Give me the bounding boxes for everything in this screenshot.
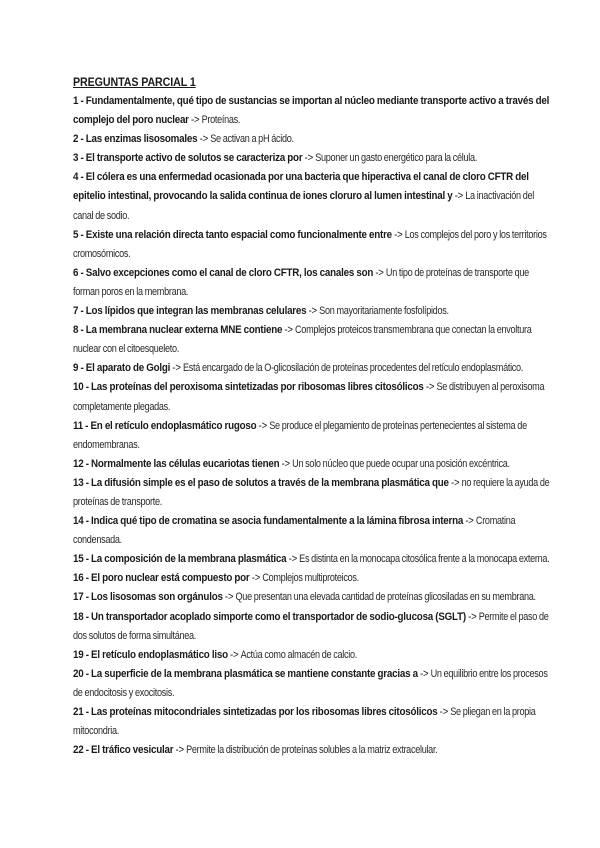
question-text: 5 - Existe una relación directa tanto espacial como funcionalmente entre [73,228,392,241]
question-item-6 [73,264,555,302]
question-item-1 [73,92,555,130]
question-item-19 [73,646,555,665]
answer-text: Se distribuyen al peroxisoma completamente plegadas. [73,381,545,413]
arrow: -> [417,667,431,680]
question-text: 12 - Normalmente las células eucariotas tienen [73,457,280,470]
question-item-4 [73,168,555,225]
question-item-13 [73,474,555,512]
arrow: -> [249,572,263,585]
question-item-15 [73,550,555,569]
question-text: 14 - Indica qué tipo de cromatina se asocia fundamentalmente a la lámina fibrosa interna [73,515,464,528]
question-item-21 [73,703,555,741]
question-item-3 [73,149,555,168]
answer-text: Complejos multiproteicos. [262,572,359,585]
question-text: 1 - Fundamentalmente, qué tipo de sustancias se importan al núcleo mediante transporte activo a través del complejo del poro nuclear [73,95,550,127]
answer-text: no requiere la ayuda de proteínas de transporte. [73,476,550,508]
answer-text: Permite la distribución de proteínas solubles a la matriz extracelular. [186,744,438,757]
arrow: -> [465,610,479,623]
arrow: -> [222,591,236,604]
question-item-12 [73,455,555,474]
question-text: 17 - Los lisosomas son orgánulos [73,591,223,604]
answer-text: Permite el paso de dos solutos de forma simultánea. [73,610,549,642]
arrow: -> [282,324,296,337]
answer-text: Un solo núcleo que puede ocupar una posición excéntrica. [292,457,510,470]
arrow: -> [448,476,462,489]
question-item-9 [73,359,555,378]
answer-text: Complejos proteicos transmembrana que conectan la envoltura nuclear con el citoesqueleto. [73,324,532,356]
question-item-2 [73,130,555,149]
question-text: 2 - Las enzimas lisosomales [73,133,198,146]
arrow: -> [391,228,405,241]
question-text: 20 - La superficie de la membrana plasmática se mantiene constante gracias a [73,667,418,680]
answer-text: Suponer un gasto energético para la célula. [315,152,478,165]
document-title: PREGUNTAS PARCIAL 1 [73,75,196,89]
question-text: 18 - Un transportador acoplado simporte como el transportador de sodio-glucosa (SGLT) [73,610,466,623]
question-item-18 [73,608,555,646]
question-text: 4 - El cólera es una enfermedad ocasionada por una bacteria que hiperactiva el canal de cloro CFTR del epitelio intestinal, provocando la salida continua de iones cloruro al lumen intestinal y [73,171,529,203]
question-list [73,92,555,760]
arrow: -> [197,133,211,146]
question-item-17 [73,588,555,607]
answer-text: Que presentan una elevada cantidad de proteínas glicosiladas en su membrana. [235,591,536,604]
arrow: -> [256,419,270,432]
question-item-7 [73,302,555,321]
question-item-14 [73,512,555,550]
document-page [73,73,555,760]
answer-text: Un tipo de proteínas de transporte que forman poros en la membrana. [73,266,529,298]
arrow: -> [170,362,183,375]
arrow: -> [286,553,300,566]
arrow: -> [188,114,202,127]
question-item-11 [73,417,555,455]
question-text: 11 - En el retículo endoplasmático rugoso [73,419,257,432]
arrow: -> [423,381,437,394]
arrow: -> [279,457,293,470]
arrow: -> [173,744,187,757]
arrow: -> [302,152,316,165]
question-item-20 [73,665,555,703]
question-text: 21 - Las proteínas mitocondriales sintetizadas por los ribosomas libres citosólicos [73,706,438,718]
arrow: -> [373,266,386,279]
answer-text: Proteínas. [201,114,241,127]
answer-text: Cromatina condensada. [73,515,516,547]
question-item-16 [73,569,555,588]
answer-text: Se pliegan en la propia mitocondria. [73,706,536,738]
answer-text: Está encargado de la O-glicosilación de proteínas procedentes del retículo endoplasmático. [182,362,524,375]
question-item-22 [73,741,555,760]
question-text: 8 - La membrana nuclear externa MNE contiene [73,324,283,337]
question-text: 13 - La difusión simple es el paso de solutos a través de la membrana plasmática que [73,476,449,489]
answer-text: Un equilibrio entre los procesos de endocitosis y exocitosis. [73,667,548,699]
question-item-10 [73,378,555,416]
answer-text: Es distinta en la monocapa citosólica frente a la monocapa externa. [299,553,550,566]
question-text: 19 - El retículo endoplasmático liso [73,648,228,661]
answer-text: Se activan a pH ácido. [210,133,294,146]
arrow: -> [306,305,320,318]
question-text: 16 - El poro nuclear está compuesto por [73,572,250,585]
question-item-5 [73,226,555,264]
answer-text: Los complejos del poro y los territorios cromosómicos. [73,228,547,260]
answer-text: Son mayoritariamente fosfolípidos. [319,305,449,318]
question-text: 10 - Las proteínas del peroxisoma sintetizadas por ribosomas libres citosólicos [73,381,424,394]
arrow: -> [227,648,241,661]
question-text: 22 - El tráfico vesicular [73,744,174,757]
arrow: -> [463,515,476,528]
question-text: 7 - Los lípidos que integran las membranas celulares [73,305,307,318]
answer-text: Se produce el plegamiento de proteínas pertenecientes al sistema de endomembranas. [73,419,527,451]
question-item-8 [73,321,555,359]
question-text: 3 - El transporte activo de solutos se caracteriza por [73,152,303,165]
arrow: -> [437,706,451,718]
answer-text: La inactivación del canal de sodio. [73,190,535,222]
question-text: 9 - El aparato de Golgi [73,362,171,375]
arrow: -> [452,190,466,203]
question-text: 15 - La composición de la membrana plasmática [73,553,287,566]
answer-text: Actúa como almacén de calcio. [240,648,357,661]
question-text: 6 - Salvo excepciones como el canal de cloro CFTR, los canales son [73,266,374,279]
